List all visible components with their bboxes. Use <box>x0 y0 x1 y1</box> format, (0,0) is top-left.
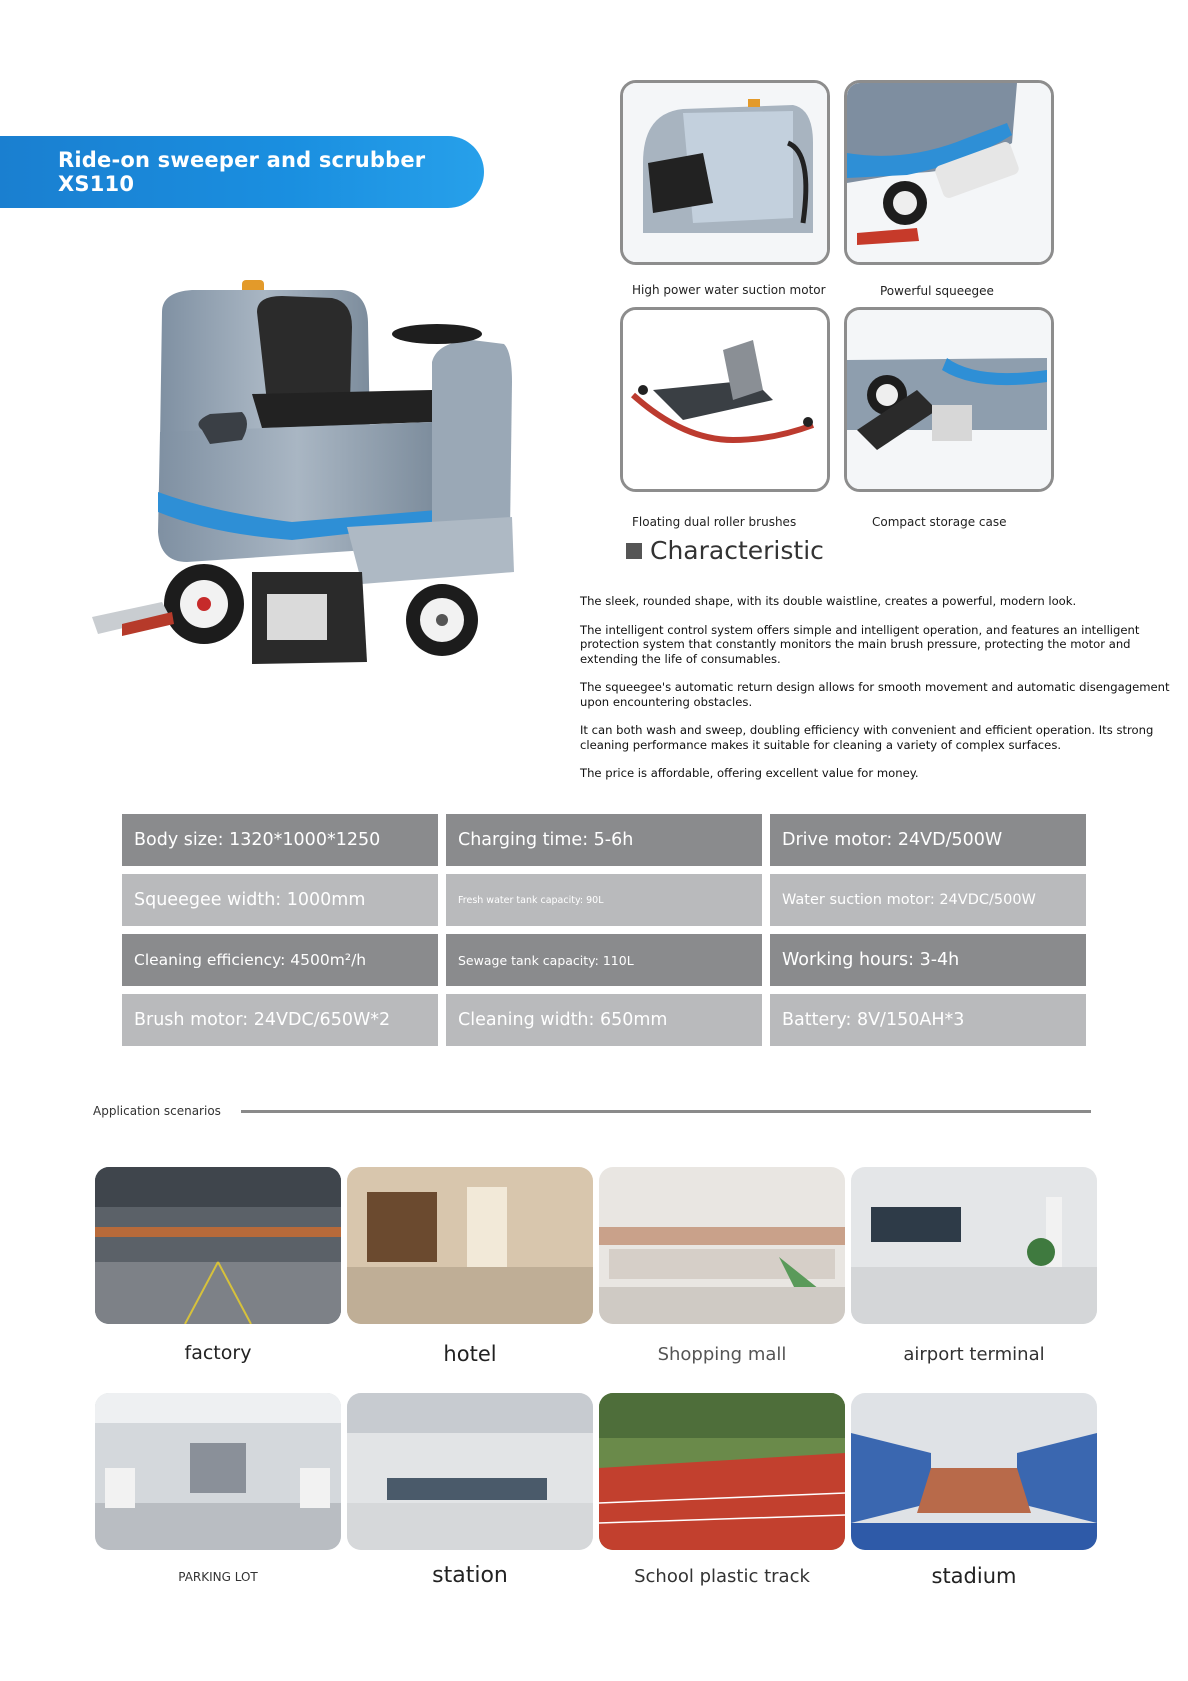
characteristic-paragraph: The sleek, rounded shape, with its double waistline, creates a powerful, modern look. <box>580 594 1077 608</box>
spec-cell: Water suction motor: 24VDC/500W <box>770 874 1086 926</box>
spec-cell: Working hours: 3-4h <box>770 934 1086 986</box>
divider-line <box>241 1110 1091 1113</box>
characteristic-paragraph: The price is affordable, offering excellent value for money. <box>580 766 919 780</box>
spec-cell: Squeegee width: 1000mm <box>122 874 438 926</box>
spec-table <box>122 814 1082 1046</box>
application-scenarios-label: Application scenarios <box>93 1104 221 1118</box>
scene-image-plastic-track <box>599 1393 845 1550</box>
feature-caption-suction-motor: High power water suction motor <box>632 283 826 297</box>
feature-caption-squeegee: Powerful squeegee <box>880 284 994 298</box>
characteristic-paragraph: The intelligent control system offers simple and intelligent operation, and features an intelligent protection system that constantly monitors the main brush pressure, protecting the motor and extending the life of consumables. <box>580 622 1140 666</box>
characteristic-text <box>580 594 1185 795</box>
scene-image-airport-terminal <box>851 1167 1097 1324</box>
scene-image-shopping-mall <box>599 1167 845 1324</box>
scene-label-parking-lot: PARKING LOT <box>178 1570 258 1584</box>
scene-label-plastic-track: School plastic track <box>634 1566 810 1587</box>
spec-cell: Cleaning efficiency: 4500m²/h <box>122 934 438 986</box>
feature-image-suction-motor <box>620 80 830 265</box>
scene-label-hotel: hotel <box>443 1342 497 1366</box>
characteristic-paragraph: The squeegee's automatic return design allows for smooth movement and automatic disengagement upon encountering obstacles. <box>580 680 1170 709</box>
feature-caption-storage-case: Compact storage case <box>872 515 1007 529</box>
spec-cell: Body size: 1320*1000*1250 <box>122 814 438 866</box>
scene-label-shopping-mall: Shopping mall <box>657 1344 787 1365</box>
scene-image-parking-lot <box>95 1393 341 1550</box>
feature-image-storage-case <box>844 307 1054 492</box>
spec-cell: Sewage tank capacity: 110L <box>446 934 762 986</box>
scene-image-station <box>347 1393 593 1550</box>
scene-image-factory <box>95 1167 341 1324</box>
machine-image <box>92 272 550 722</box>
feature-image-squeegee <box>844 80 1054 265</box>
characteristic-paragraph: It can both wash and sweep, doubling efficiency with convenient and efficient operation. Its strong cleaning performance makes it suitable for cleaning a variety of complex surfaces. <box>580 723 1154 752</box>
spec-cell: Charging time: 5-6h <box>446 814 762 866</box>
feature-caption-roller-brushes: Floating dual roller brushes <box>632 515 797 529</box>
spec-cell: Fresh water tank capacity: 90L <box>446 874 762 926</box>
spec-cell: Cleaning width: 650mm <box>446 994 762 1046</box>
scene-label-airport-terminal: airport terminal <box>903 1344 1045 1365</box>
square-bullet-icon <box>626 543 642 559</box>
page-title: Ride-on sweeper and scrubber XS110 <box>58 148 426 196</box>
feature-image-roller-brushes <box>620 307 830 492</box>
characteristic-title: Characteristic <box>650 536 824 565</box>
scene-label-stadium: stadium <box>931 1564 1017 1588</box>
scene-label-station: station <box>432 1563 508 1588</box>
spec-cell: Drive motor: 24VD/500W <box>770 814 1086 866</box>
spec-cell: Battery: 8V/150AH*3 <box>770 994 1086 1046</box>
title-banner <box>0 136 484 208</box>
scene-image-stadium <box>851 1393 1097 1550</box>
spec-cell: Brush motor: 24VDC/650W*2 <box>122 994 438 1046</box>
characteristic-heading <box>626 536 824 565</box>
scene-image-hotel <box>347 1167 593 1324</box>
scene-label-factory: factory <box>184 1342 252 1364</box>
